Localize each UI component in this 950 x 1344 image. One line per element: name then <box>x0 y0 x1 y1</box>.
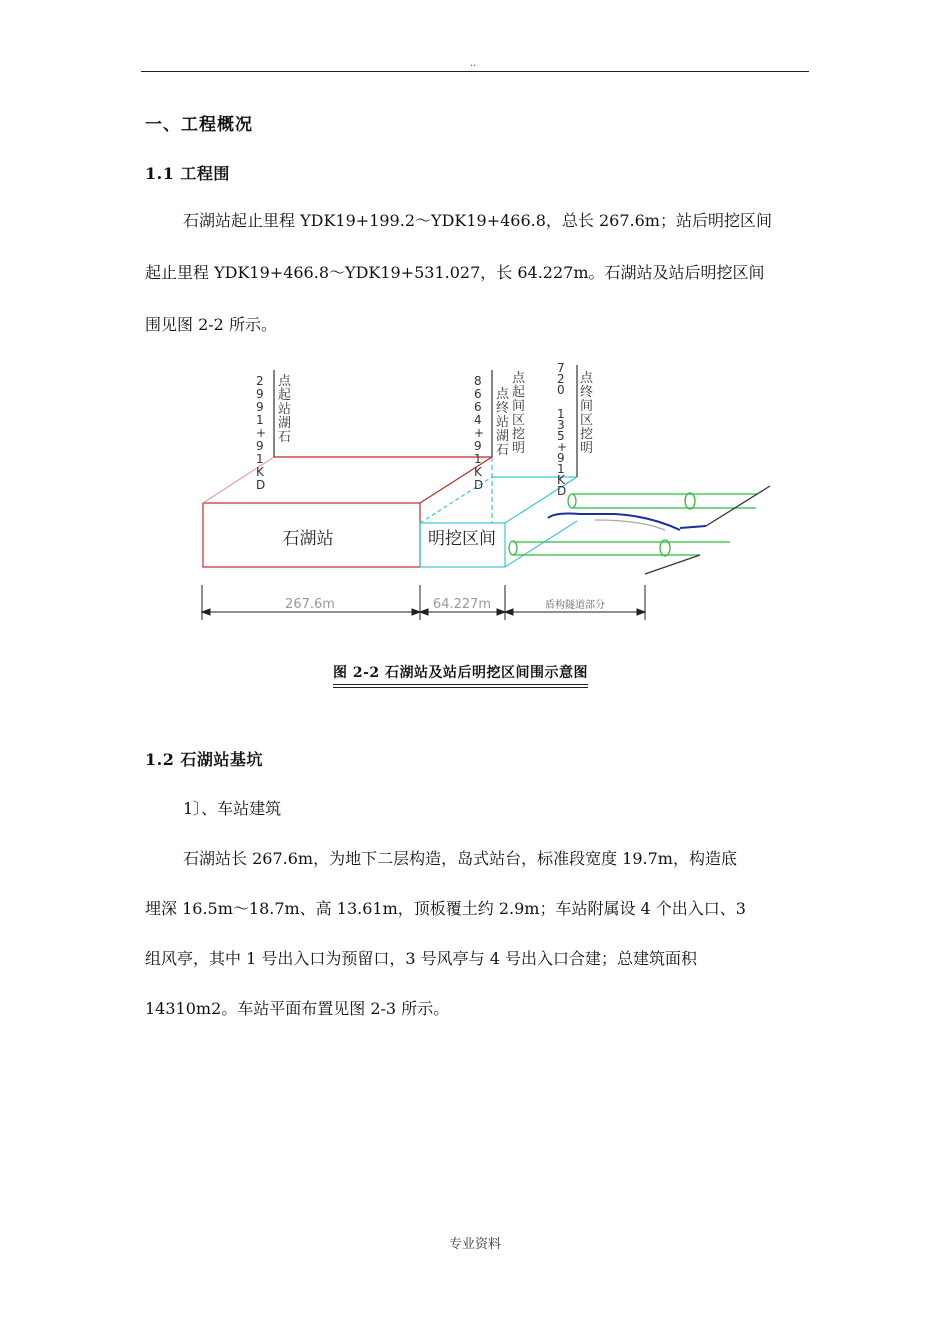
station-box-label: 石湖站 <box>282 529 334 549</box>
subsection-title-1-1: 1.1 工程围 <box>145 164 230 183</box>
header-rule <box>141 71 809 72</box>
paragraph-line: 石湖站起止里程 YDK19+199.2～YDK19+466.8，总长 267.6m；站后明挖区间 <box>183 211 772 230</box>
dim-station: 267.6m <box>285 597 335 612</box>
svg-text:点起间区挖明: 点起间区挖明 <box>512 371 526 456</box>
paragraph-line: 埋深 16.5m～18.7m、高 13.61m，顶板覆土约 2.9m；车站附属设 4 个出入口、3 <box>145 899 746 918</box>
paragraph-line: 组风亭，其中 1 号出入口为预留口，3 号风亭与 4 号出入口合建；总建筑面积 <box>145 949 697 968</box>
svg-text:8664+91KD: 8 6 6 4 + 9 1 K D <box>474 374 485 492</box>
subsection-title-1-2: 1.2 石湖站基坑 <box>145 750 263 769</box>
svg-text:720 135+91KD: 7 2 0 1 3 5 + 9 1 K D <box>557 361 568 498</box>
svg-text:2991+91KD: 2 9 9 1 + 9 1 K D <box>256 374 267 492</box>
shield-tunnel <box>509 486 770 574</box>
list-item: 1〕、车站建筑 <box>183 799 282 818</box>
paragraph-line: 起止里程 YDK19+466.8～YDK19+531.027，长 64.227m。石湖站及站后明挖区间 <box>145 263 765 282</box>
svg-text:点终间区挖明: 点终间区挖明 <box>580 371 594 456</box>
figure-caption: 图 2-2 石湖站及站后明挖区间围示意图 <box>333 662 588 685</box>
open-cut-label: 明挖区间 <box>428 529 496 549</box>
svg-text:点终站湖石: 点终站湖石 <box>496 387 510 458</box>
station-range-diagram <box>180 355 790 630</box>
marker-text: 点起站湖石 <box>278 374 292 445</box>
section-title: 一、工程概况 <box>145 115 253 135</box>
page-footer: 专业资料 <box>448 1237 501 1252</box>
dim-shield: 盾构隧道部分 <box>545 600 605 611</box>
paragraph-line: 石湖站长 267.6m，为地下二层构造，岛式站台，标准段宽度 19.7m，构造底 <box>183 849 737 868</box>
header-mark: .. <box>470 58 477 69</box>
paragraph-line: 14310m2。车站平面布置见图 2-3 所示。 <box>145 999 450 1018</box>
dim-open-cut: 64.227m <box>432 597 492 612</box>
paragraph-line: 围见图 2-2 所示。 <box>145 315 277 334</box>
